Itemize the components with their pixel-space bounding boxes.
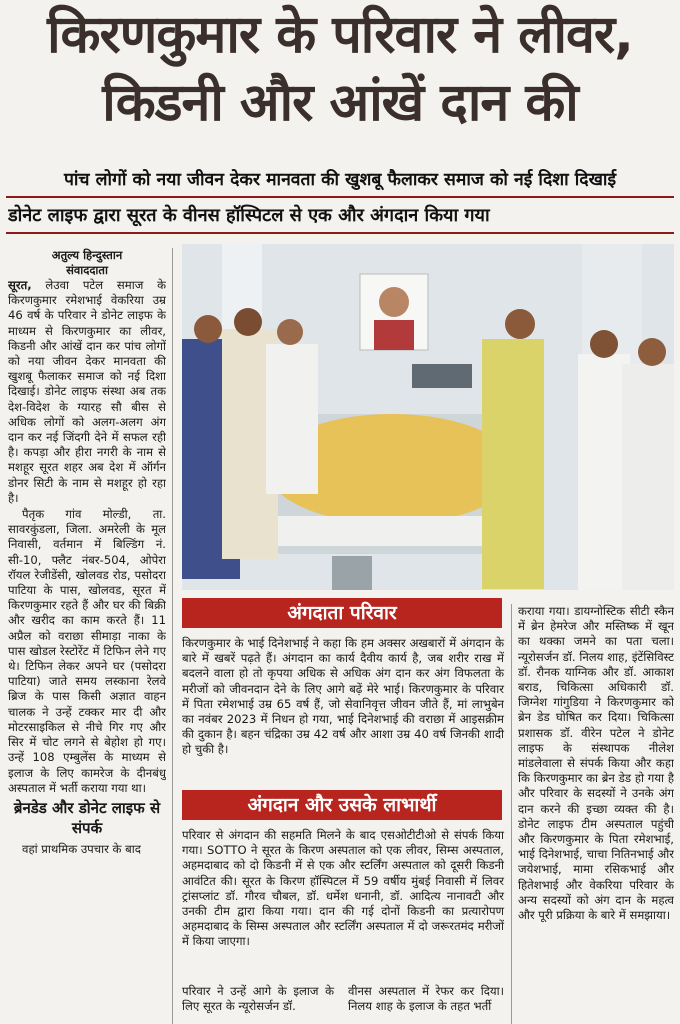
headline-line-2: किडनी और आंखें दान की [102, 73, 578, 133]
byline-role: संवाददाता [66, 263, 108, 277]
hospital-scene-illustration [182, 244, 674, 590]
section-heading: ब्रेनडेड और डोनेट लाइफ से संपर्क [13, 798, 161, 837]
column-divider [511, 604, 512, 1024]
byline-publication: अतुल्य हिन्दुस्तान [51, 248, 123, 262]
paragraph: पैतृक गांव मोल्डी, ता. सावरकुंडला, जिला. अमरेली के मूल निवासी, वर्तमान में बिल्डिंग नं. सी-10, फ्लैट नंबर-504, ओपेरा रॉयल रेजीडेंसी, खोलवड रोड, पसोदरा पाटिया के पास, खोलवड, सूरत में किरणकुमार रहते हैं और घर की बिक्री और खरीद का काम करते हैं। 11 अप्रैल को वराछा सीमाड़ा नाका के पास खोडल रेस्टोरेंट में टिफिन लेने गए थे। टिफिन लेकर अपने घर (पसोदरा पाटिया) जाते समय लस्काना रेलवे ब्रिज के पास किसी अज्ञात वाहन चालक ने उन्हें टक्कर मार दी और मोटरसाइकिल से नीचे गिर गए और सिर में चोट लगने से बेहोश हो गए। उन्हें 108 एम्बुलेंस के माध्यम से इलाज के लिए कामरेज के दीनबंधु अस्पताल में भर्ती कराया गया था। [8, 507, 166, 795]
subheadline: पांच लोगों को नया जीवन देकर मानवता की खुशबू फैलाकर समाज को नई दिशा दिखाई [63, 170, 617, 190]
right-column: कराया गया। डायग्नोस्टिक सीटी स्कैन में ब्रेन हेमरेज और मस्तिष्क में खून का थक्का जमने का पता चला। न्यूरोसर्जन डॉ. निलय शाह, इंटेंसिविस्ट डॉ. रौनक याग्निक और डॉ. आकाश बराड, चिकित्सा अधिकारी डॉ. जिग्नेश गांगुडिया ने किरणकुमार को ब्रेन डेड घोषित कर दिया। चिकित्सा प्रशासक डॉ. वीरेन पटेल ने डोनेट लाइफ के संस्थापक नीलेश मांडलेवाला से संपर्क किया और कहा कि किरणकुमार का ब्रेन डेड हो गया है और परिवार के सदस्यों ने उनके अंग दान करने की इच्छा व्यक्त की है। डोनेट लाइफ टीम अस्पताल पहुंची और किरणकुमार के पिता रमेशभाई, भाई दिनेशभाई, चाचा नितिनभाई और जयेशभाई, मामा रसिकभाई और हितेशभाई और वेकरिया परिवार के अन्य सदस्यों को अंग दान के महत्व और पूरी प्रक्रिया के बारे में समझाया। [518, 604, 674, 923]
news-photo [182, 244, 674, 590]
paragraph [8, 278, 166, 506]
section-text: किरणकुमार के भाई दिनेशभाई ने कहा कि हम अक्सर अखबारों में अंगदान के बारे में खबरें पढ़ते हैं। अंगदान का कार्य दैवीय कार्य है, जब शरीर राख में बदलने वाला हो तो कृपया अधिक से अधिक अंग दान कर अंग विफलता के मरीजों को जीवनदान देने के लिए आगे बढ़ें मेरे भाई। किरणकुमार के परिवार में पिता रमेशभाई उम्र 65 वर्ष हैं, जो सेवानिवृत्त जीवन जीते हैं, मां लाभुबेन का नवंबर 2023 में निधन हो गया, भाई दिनेशभाई की वराछा में आइसक्रीम की दुकान है। बहन चंद्रिका उम्र 42 वर्ष और आशा उम्र 40 वर्ष जिनकी शादी हो चुकी है। [182, 636, 504, 757]
paragraph-text: लेउवा पटेल समाज के किरणकुमार रमेशभाई वेकरिया उम्र 46 वर्ष के परिवार ने डोनेट लाइफ के माध्यम से किरणकुमार का लीवर, किडनी और आंखें दान कर पांच लोगों को नया जीवन देकर मानवता की खुशबू फैलाकर समाज को नई दिशा दिखाई। डोनेट लाइफ संस्था अब तक देश-विदेश के ग्यारह सौ बीस से अधिक लोगों को अलग-अलग अंग दान कर नई जिंदगी देने में सफल रही है। कपड़ा और हीरा नगरी के नाम से मशहूर सूरत शहर अब देश में ऑर्गन डोनर सिटी के नाम से मशहूर हो रहा है। [8, 278, 166, 505]
section-banner-donor-family: अंगदाता परिवार [182, 598, 502, 628]
continuation-text: वीनस अस्पताल में रेफर कर दिया। निलय शाह के इलाज के तहत भर्ती [348, 984, 504, 1014]
deck: डोनेट लाइफ द्वारा सूरत के वीनस हॉस्पिटल से एक और अंगदान किया गया [8, 205, 490, 226]
continuation-text: परिवार ने उन्हें आगे के इलाज के लिए सूरत के न्यूरोसर्जन डॉ. [182, 984, 334, 1014]
column-divider [172, 248, 173, 1024]
paragraph: वहां प्राथमिक उपचार के बाद [22, 841, 141, 856]
divider-rule [6, 196, 674, 198]
left-column [8, 248, 166, 1024]
section-banner-beneficiaries: अंगदान और उसके लाभार्थी [182, 790, 502, 820]
dateline: सूरत, [8, 278, 32, 292]
divider-rule [6, 232, 674, 234]
headline-line-1: किरणकुमार के परिवार ने लीवर, [47, 5, 633, 65]
section-text: परिवार से अंगदान की सहमति मिलने के बाद एसओटीटीओ से संपर्क किया गया। SOTTO ने सूरत के किरण अस्पताल को एक लीवर, सिम्स अस्पताल, अहमदाबाद को दो किडनी में से एक और स्टर्लिंग अस्पताल को दूसरी किडनी आवंटित की। सूरत के किरण हॉस्पिटल में 59 वर्षीय मुंबई निवासी में लिवर ट्रांसप्लांट डॉ. गौरव चौबल, डॉ. धर्मेश धनानी, डॉ. आदित्य नानावटी और उनकी टीम द्वारा किया गया। दान की गई दोनों किडनी का प्रत्यारोपण अहमदाबाद के सिम्स अस्पताल और स्टर्लिंग अस्पताल में दो जरूरतमंद मरीजों में किया जाएगा। [182, 828, 504, 949]
